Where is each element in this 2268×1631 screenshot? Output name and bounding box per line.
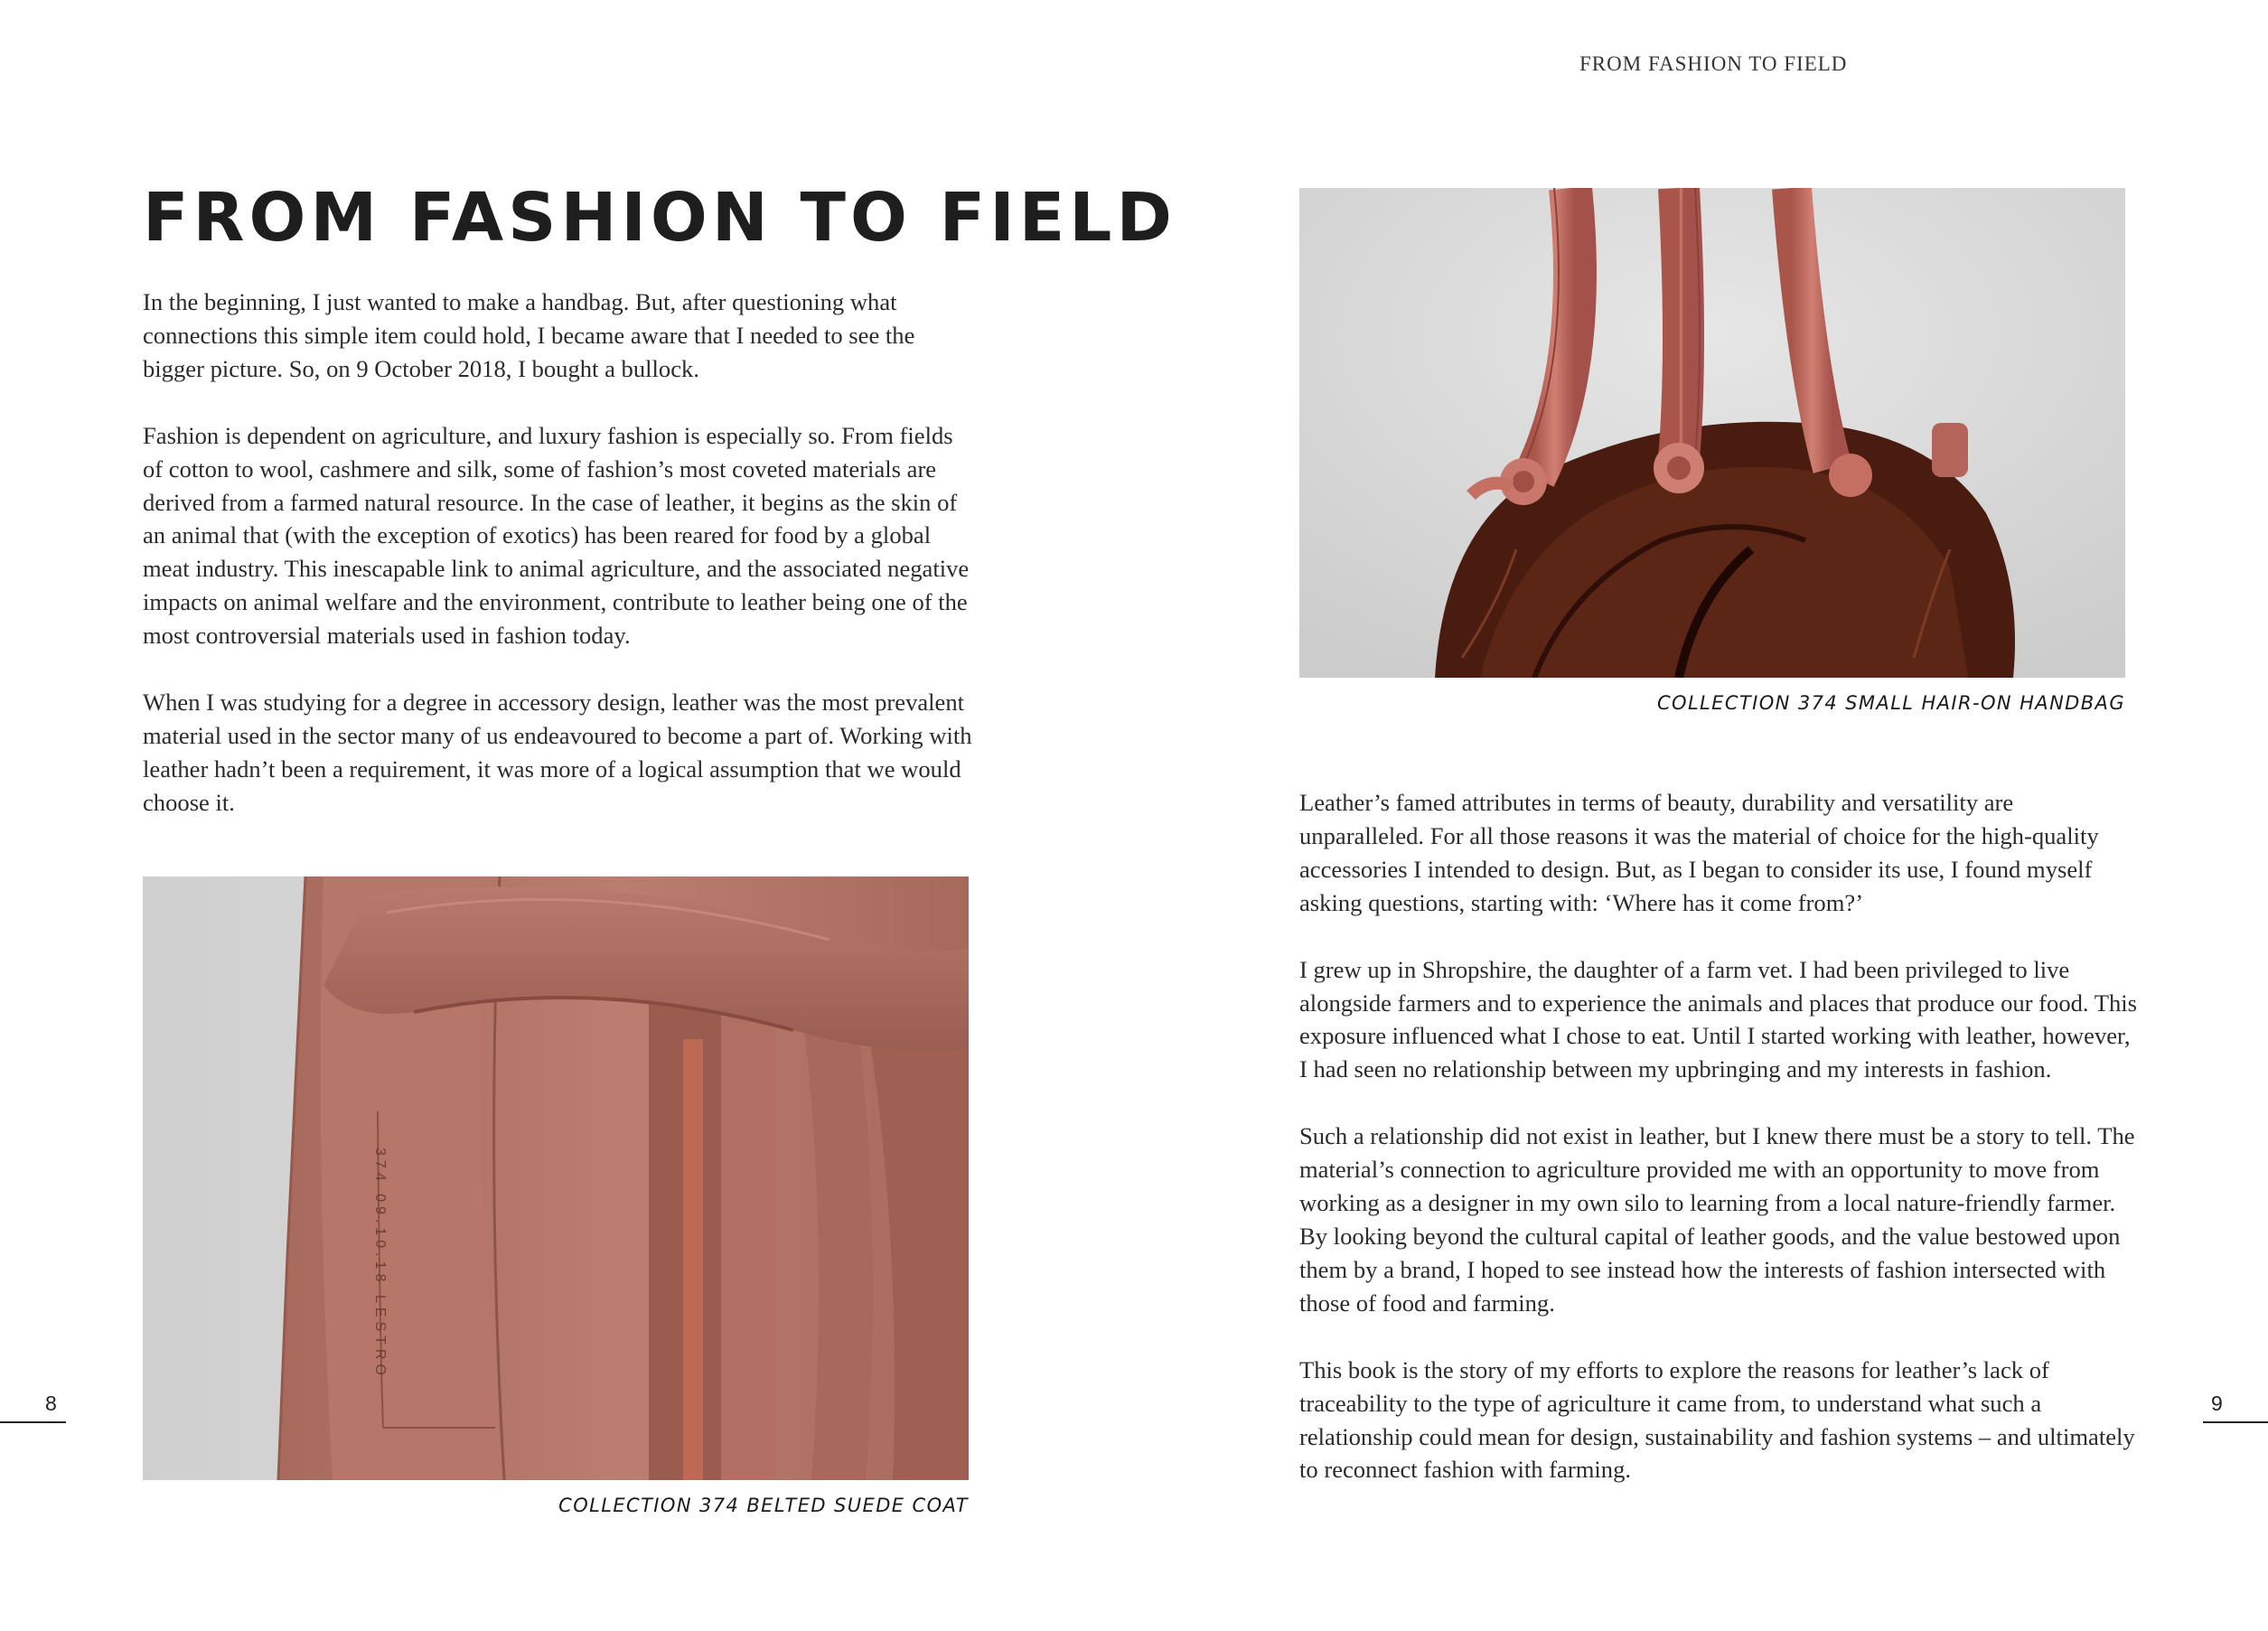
paragraph: In the beginning, I just wanted to make a handbag. But, after questioning what connections this simple item could hold, I became aware that I needed to see the bigger picture. So, on 9 October 2018, I bought a bullock.: [143, 288, 915, 382]
coat-photo: [143, 876, 969, 1480]
handbag-caption: COLLECTION 374 SMALL HAIR-ON HANDBAG: [1656, 692, 2125, 714]
coat-embossed-label: 374 09.10.18 LESTRO: [372, 1148, 388, 1380]
chapter-title: FROM FASHION TO FIELD: [143, 179, 1176, 257]
page-number-left: 8: [45, 1392, 57, 1415]
paragraph: Such a relationship did not exist in leather, but I knew there must be a story to tell. The material’s connection to agriculture provided me with an opportunity to move from working as a designer in my own silo to learning from a local nature-friendly farmer. By looking beyond the cultural capital of leather goods, and the value bestowed upon them by a brand, I hoped to see instead how the interests of fashion intersected with those of food and farming.: [1299, 1122, 2135, 1317]
running-head: FROM FASHION TO FIELD: [1579, 52, 1848, 75]
paragraph: I grew up in Shropshire, the daughter of a farm vet. I had been privileged to live alongside farmers and to experience the animals and places that produce our food. This exposure influenced what I chose to eat. Until I started working with leather, however, I had seen no relationship between my upbringing and my interests in fashion.: [1299, 955, 2138, 1083]
left-body-text: [143, 286, 974, 820]
handbag-photo: [1299, 188, 2125, 678]
paragraph: Leather’s famed attributes in terms of beauty, durability and versatility are unparalleled. For all those reasons it was the material of choice for the high-quality accessories I intended to design. But, as I began to consider its use, I found myself asking questions, starting with: ‘Where has it come from?’: [1299, 789, 2099, 916]
folio-rule-left: [0, 1421, 66, 1423]
right-page: [1134, 0, 2268, 1631]
paragraph: Fashion is dependent on agriculture, and luxury fashion is especially so. From fields of cotton to wool, cashmere and silk, some of fashion’s most coveted materials are derived from a farmed natural resource. In the case of leather, it begins as the skin of an animal that (with the exception of exotics) has been reared for food by a global meat industry. This inescapable link to animal agriculture, and the associated negative impacts on animal welfare and the environment, contribute to leather being one of the most controversial materials used in fashion today.: [143, 421, 970, 650]
coat-caption: COLLECTION 374 BELTED SUEDE COAT: [558, 1495, 969, 1516]
page-number-right: 9: [2211, 1392, 2223, 1415]
paragraph: When I was studying for a degree in accessory design, leather was the most prevalent material used in the sector many of us endeavoured to become a part of. Working with leather hadn’t been a requirement, it was more of a logical assumption that we would choose it.: [143, 689, 972, 816]
paragraph: This book is the story of my efforts to explore the reasons for leather’s lack of traceability to the type of agriculture it came from, to understand what such a relationship could mean for design, sustainability and fashion systems – and ultimately to reconnect fashion with farming.: [1299, 1355, 2135, 1484]
folio-rule-right: [2203, 1421, 2268, 1423]
right-body-text: [1299, 786, 2140, 1486]
